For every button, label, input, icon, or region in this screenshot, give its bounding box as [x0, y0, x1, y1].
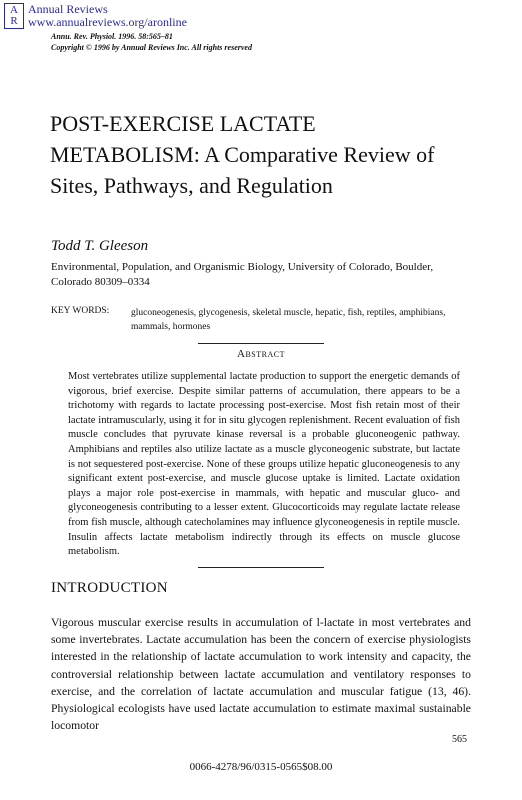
introduction-paragraph: Vigorous muscular exercise results in accumulation of l-lactate in most vertebrates and some invertebrates. Lactate accumulation has been the concern of exercise physiologists interested in the relationship of lactate accumulation to work intensity and capacity, the controversial relationship between lactate accumulation and ventilatory responses to exercise, and the correlation of lactate accumulation and muscular fatigue (13, 46). Physiological ecologists have used lactate accumulation to estimate maximal sustainable locomotor [51, 616, 471, 733]
abstract-text: Most vertebrates utilize supplemental lactate production to support the energetic demands of vigorous, brief exercise. Despite similar patterns of accumulation, there appears to be a trichotomy with regards to lactate processing post-exercise. Most fish retain most of their lactate intramuscularly, using it for in situ glycogen replenishment. Recent evaluation of fish muscle concludes that pyruvate kinase reversal is a probable gluconeogenic pathway. Amphibians and reptiles also utilize lactate as a muscle glyconeogenic substrate, but lactate is not sequestered post-exercise. None of these groups utilize hepatic gluconeogenesis to any significant extent post-exercise, and muscle glucose uptake is limited. Lactate oxidation plays a major role post-exercise in mammals, with hepatic and muscular gluco- and glyconeogenesis contributing to a lesser extent. Glucocorticoids may regulate lactate release from fish muscle, although catecholamines may influence glyconeogenesis in reptile muscle. Insulin affects lactate metabolism indirectly through its effects on muscle glucose metabolism. [68, 371, 460, 558]
copyright-notice: Copyright © 1996 by Annual Reviews Inc. All rights reserved [51, 43, 252, 52]
annual-reviews-logo-icon [4, 3, 24, 29]
abstract-top-divider [198, 343, 324, 344]
abstract-heading-text: Abstract [237, 348, 285, 360]
article-title: POST-EXERCISE LACTATE METABOLISM: A Comparative Review of Sites, Pathways, and Regulation [50, 111, 435, 198]
author-affiliation: Environmental, Population, and Organismic Biology, University of Colorado, Boulder, Colorado 80309–0334 [51, 261, 434, 288]
author-name: Todd T. Gleeson [51, 238, 149, 254]
annual-reviews-url-link[interactable]: www.annualreviews.org/aronline [28, 15, 187, 29]
logo-letter-a: A [10, 4, 18, 16]
section-heading-introduction: INTRODUCTION [51, 580, 168, 596]
logo-letter-r: R [10, 15, 18, 27]
abstract-heading [51, 348, 471, 360]
abstract-bottom-divider [198, 567, 324, 568]
keywords-list: gluconeogenesis, glycogenesis, skeletal muscle, hepatic, fish, reptiles, amphibians, mammals, hormones [131, 308, 446, 332]
page-number: 565 [452, 734, 467, 745]
issn-code: 0066-4278/96/0315-0565$08.00 [189, 761, 333, 773]
annual-reviews-link[interactable]: Annual Reviews [28, 2, 108, 16]
journal-reference: Annu. Rev. Physiol. 1996. 58:565–81 [51, 32, 173, 41]
keywords-label: KEY WORDS: [51, 306, 110, 316]
